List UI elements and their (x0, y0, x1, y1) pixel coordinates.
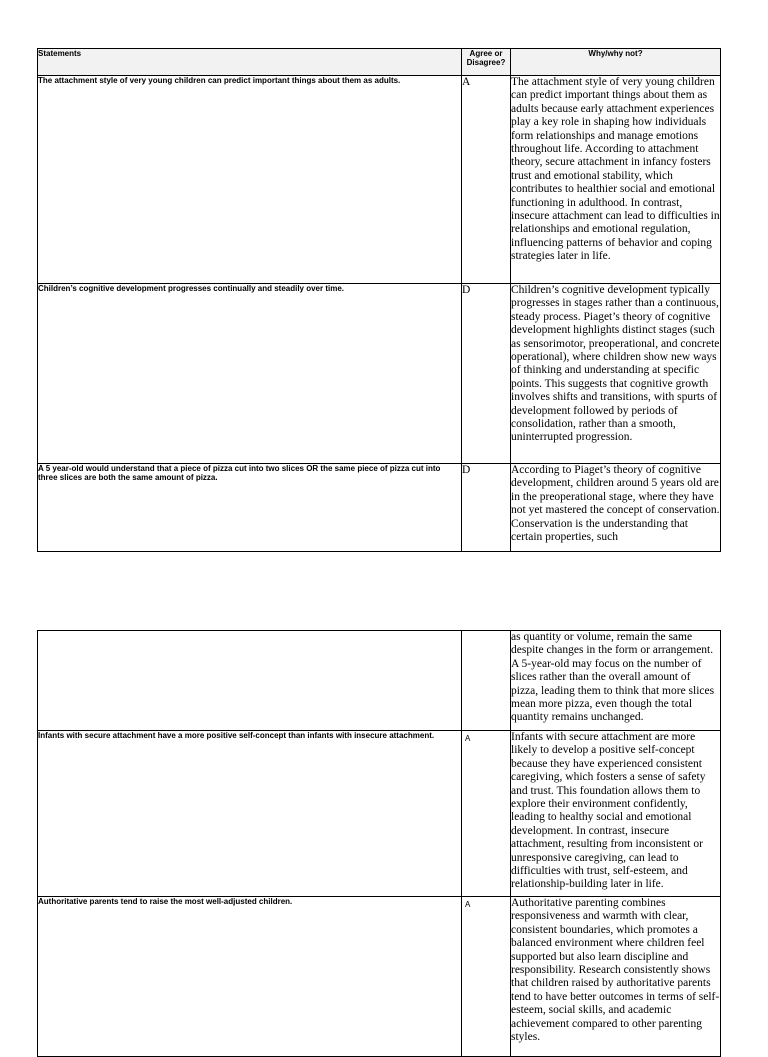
why-header: Why/why not? (511, 49, 721, 76)
table-row (38, 284, 721, 464)
statements-header: Statements (38, 49, 462, 76)
statement-cell: Authoritative parents tend to raise the most well-adjusted children. (38, 897, 462, 1057)
agree-disagree-header: Agree or Disagree? (462, 49, 511, 76)
answer-cell: A (462, 897, 511, 1057)
why-cell: as quantity or volume, remain the same despite changes in the form or arrangement. A 5-year-old may focus on the number of slices rather than the overall amount of pizza, leading them to think that more slices mean more pizza, even though the total quantity remains unchanged. (511, 631, 721, 731)
statement-cell: The attachment style of very young children can predict important things about them as adults. (38, 76, 462, 284)
answer-cell (462, 631, 511, 731)
why-cell: The attachment style of very young children can predict important things about them as adults because early attachment experiences play a key role in shaping how individuals form relationships and manage emotions throughout life. According to attachment theory, secure attachment in infancy fosters trust and emotional stability, which contributes to healthier social and emotional functioning in adulthood. In contrast, insecure attachment can lead to difficulties in relationships and emotional regulation, influencing patterns of behavior and coping strategies later in life. (511, 76, 721, 284)
statement-cell: A 5 year-old would understand that a piece of pizza cut into two slices OR the same piece of pizza cut into three slices are both the same amount of pizza. (38, 464, 462, 552)
table-row (38, 76, 721, 284)
statement-cell: Infants with secure attachment have a more positive self-concept than infants with insecure attachment. (38, 731, 462, 897)
answer-cell: A (462, 76, 511, 284)
statement-cell: Children’s cognitive development progresses continually and steadily over time. (38, 284, 462, 464)
why-cell: Children’s cognitive development typically progresses in stages rather than a continuous, steady process. Piaget’s theory of cognitive development highlights distinct stages (such as sensorimotor, preoperational, and concrete operational), where children show new ways of thinking and understanding at specific points. This suggests that cognitive growth involves shifts and transitions, with spurts of development followed by periods of consolidation, rather than a smooth, uninterrupted progression. (511, 284, 721, 464)
table-row (38, 731, 721, 897)
answer-cell: D (462, 464, 511, 552)
answer-cell: D (462, 284, 511, 464)
why-cell: According to Piaget’s theory of cognitive development, children around 5 years old are in the preoperational stage, where they have not yet mastered the concept of conservation. Conservation is the understanding that certain properties, such (511, 464, 721, 552)
statements-table-page-2 (37, 630, 721, 1057)
table-header-row (38, 49, 721, 76)
statement-cell (38, 631, 462, 731)
why-cell: Authoritative parenting combines responsiveness and warmth with clear, consistent boundaries, which promotes a balanced environment where children feel supported but also learn discipline and responsibility. Research consistently shows that children raised by authoritative parents tend to have better outcomes in terms of self-esteem, social skills, and academic achievement compared to other parenting styles. (511, 897, 721, 1057)
table-row (38, 631, 721, 731)
table-row (38, 464, 721, 552)
answer-cell: A (462, 731, 511, 897)
statements-table-page-1 (37, 48, 721, 552)
why-cell: Infants with secure attachment are more likely to develop a positive self-concept because they have experienced consistent caregiving, which fosters a sense of safety and trust. This foundation allows them to explore their environment confidently, leading to healthy social and emotional development. In contrast, insecure attachment, resulting from inconsistent or unresponsive caregiving, can lead to difficulties with trust, self-esteem, and relationship-building later in life. (511, 731, 721, 897)
table-row (38, 897, 721, 1057)
